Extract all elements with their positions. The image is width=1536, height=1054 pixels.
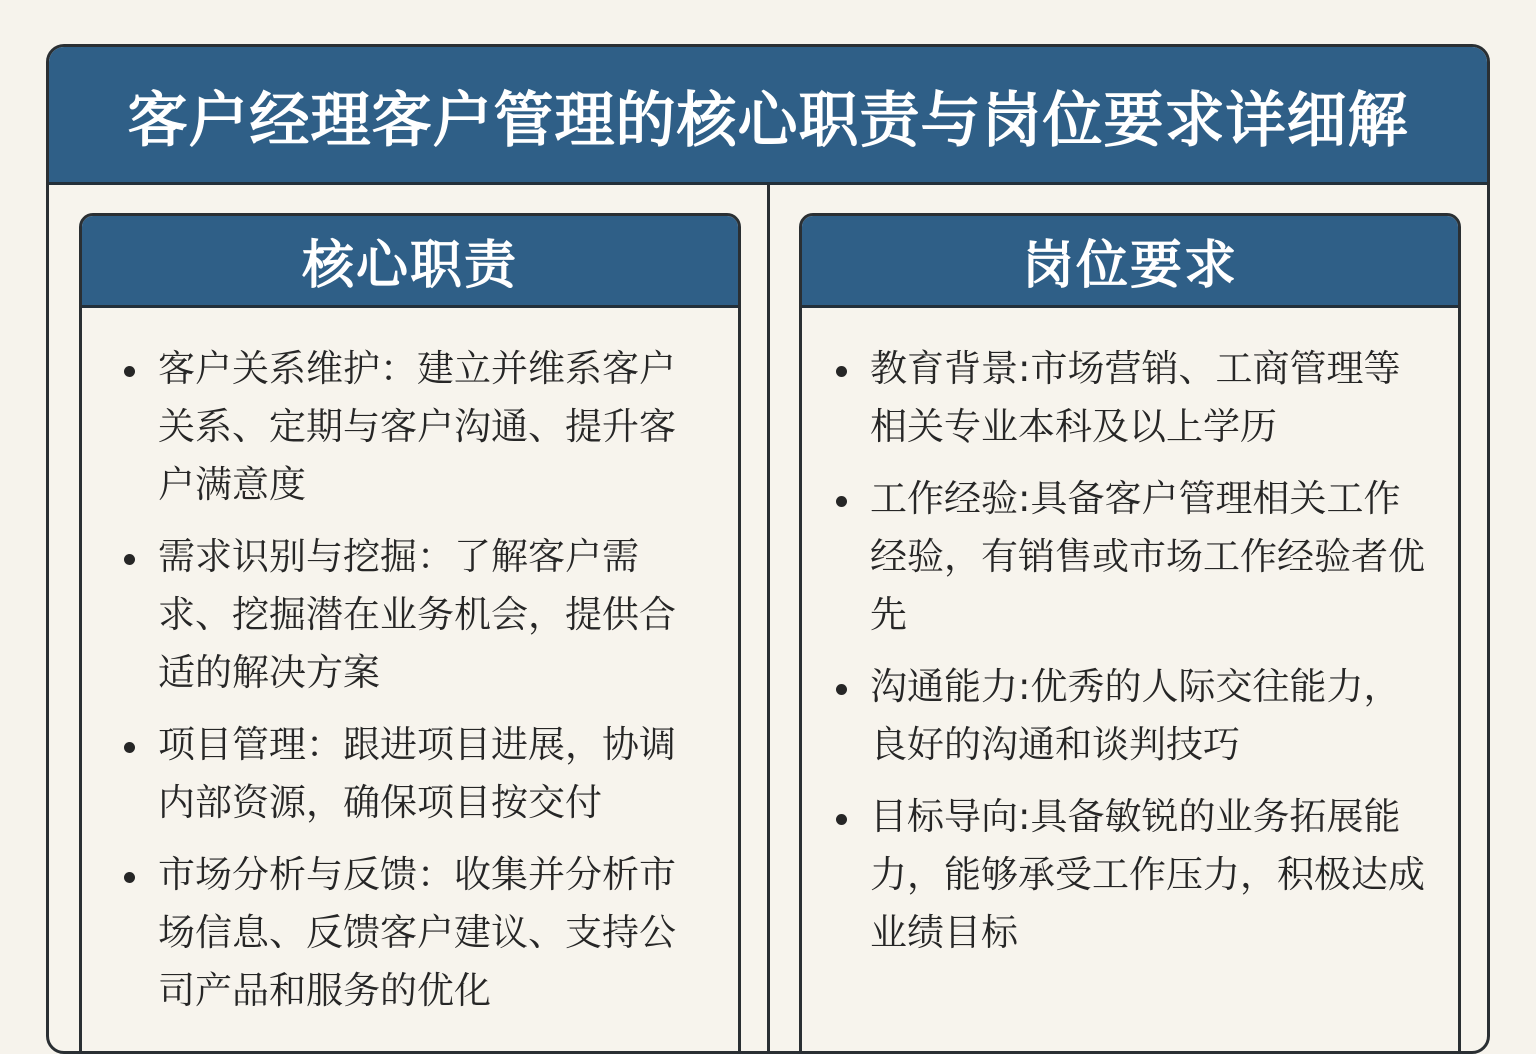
list-item: 工作经验:具备客户管理相关工作经验，有销售或市场工作经验者优先 xyxy=(870,470,1432,644)
column-divider xyxy=(767,185,770,1054)
core-duties-panel xyxy=(79,213,741,1054)
list-item: 沟通能力:优秀的人际交往能力，良好的沟通和谈判技巧 xyxy=(870,658,1432,774)
list-item: 市场分析与反馈：收集并分析市场信息、反馈客户建议、支持公司产品和服务的优化 xyxy=(158,846,698,1020)
list-item: 目标导向:具备敏锐的业务拓展能力，能够承受工作压力，积极达成业绩目标 xyxy=(870,788,1432,962)
list-item: 需求识别与挖掘：了解客户需求、挖掘潜在业务机会，提供合适的解决方案 xyxy=(158,528,698,702)
core-duties-list xyxy=(82,308,738,1020)
list-item: 教育背景:市场营销、工商管理等相关专业本科及以上学历 xyxy=(870,340,1432,456)
list-item: 客户关系维护：建立并维系客户关系、定期与客户沟通、提升客户满意度 xyxy=(158,340,698,514)
requirements-list xyxy=(802,308,1458,962)
infographic-frame xyxy=(46,44,1490,1054)
list-item: 项目管理：跟进项目进展，协调内部资源，确保项目按交付 xyxy=(158,716,698,832)
core-duties-heading: 核心职责 xyxy=(82,216,738,308)
page-title: 客户经理客户管理的核心职责与岗位要求详细解 xyxy=(49,47,1487,185)
requirements-heading: 岗位要求 xyxy=(802,216,1458,308)
requirements-panel xyxy=(799,213,1461,1054)
